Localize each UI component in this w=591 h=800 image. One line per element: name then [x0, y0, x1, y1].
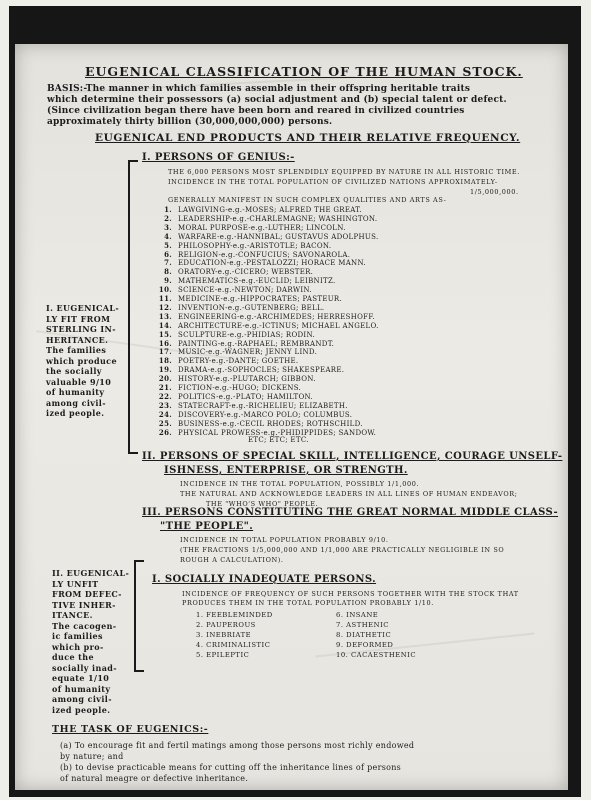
- genius-item-text: LEADERSHIP-e.g.-CHARLEMAGNE; WASHINGTON.: [178, 214, 378, 223]
- genius-item-number: 24.: [158, 409, 172, 419]
- genius-list-item: [158, 428, 376, 437]
- genius-desc: INCIDENCE IN THE TOTAL POPULATION OF CIVILIZED NATIONS APPROXIMATELY-: [168, 178, 498, 186]
- side-label-line: II. EUGENICAL-: [52, 568, 130, 578]
- genius-list-item: [158, 419, 363, 428]
- side-label-line: TIVE INHER-: [52, 599, 116, 610]
- side-label-line: among civil-: [46, 397, 106, 408]
- skill-desc: THE "WHO'S WHO" PEOPLE.: [206, 500, 319, 508]
- inadequate-item: 3. INEBRIATE: [196, 631, 252, 639]
- genius-item-text: PAINTING-e.g.-RAPHAEL; REMBRANDT.: [178, 339, 335, 348]
- genius-list-item: [158, 258, 366, 267]
- inadequate-item: 10. CACAESTHENIC: [336, 651, 417, 659]
- genius-item-number: 2.: [164, 213, 172, 223]
- genius-item-number: 4.: [164, 231, 172, 241]
- inadequate-desc: PRODUCES THEM IN THE TOTAL POPULATION PROBABLY 1/10.: [182, 599, 434, 607]
- basis-line: BASIS:-The manner in which families assemble in their offspring heritable traits: [47, 84, 471, 94]
- inadequate-item: 8. DIATHETIC: [336, 631, 392, 639]
- genius-item-text: INVENTION-e.g.-GUTENBERG; BELL.: [178, 303, 325, 312]
- basis-line: which determine their possessors (a) social adjustment and (b) special talent or defect.: [47, 95, 507, 105]
- genius-item-number: 5.: [164, 240, 172, 250]
- side-label-line: of humanity: [52, 683, 111, 694]
- genius-item-number: 15.: [158, 329, 172, 339]
- side-label-line: LY UNFIT: [52, 578, 99, 589]
- genius-list-item: [158, 205, 362, 214]
- genius-item-number: 10.: [158, 285, 172, 295]
- genius-item-text: MEDICINE-e.g.-HIPPOCRATES; PASTEUR.: [178, 295, 343, 303]
- basis-line: approximately thirty billion (30,000,000,000) persons.: [47, 117, 333, 127]
- genius-item-text: LAWGIVING-e.g.-MOSES; ALFRED THE GREAT.: [178, 206, 362, 214]
- genius-item-text: ETC; ETC; ETC.: [248, 436, 309, 445]
- genius-item-number: 14.: [158, 320, 172, 330]
- genius-item-text: MORAL PURPOSE-e.g.-LUTHER; LINCOLN.: [178, 223, 346, 232]
- task-line: (b) to devise practicable means for cutting off the inheritance lines of persons: [60, 763, 402, 772]
- genius-list-item: [158, 223, 346, 232]
- skill-heading: ISHNESS, ENTERPRISE, OR STRENGTH.: [164, 465, 408, 476]
- genius-item-text: DRAMA-e.g.-SOPHOCLES; SHAKESPEARE.: [178, 366, 345, 375]
- genius-item-text: ENGINEERING-e.g.-ARCHIMEDES; HERRESHOFF.: [178, 312, 375, 321]
- genius-list-item: [158, 401, 348, 410]
- genius-list-item: [158, 232, 379, 241]
- side-label-line: FROM DEFEC-: [52, 589, 122, 599]
- genius-item-number: 26.: [158, 427, 172, 437]
- inadequate-item: 5. EPILEPTIC: [196, 651, 250, 659]
- genius-item-text: ORATORY-e.g.-CICERO; WEBSTER.: [178, 268, 314, 277]
- genius-item-text: SCULPTURE-e.g.-PHIDIAS; RODIN.: [178, 330, 315, 339]
- side-label-line: STERLING IN-: [46, 324, 116, 334]
- genius-list-item: [158, 339, 334, 348]
- inadequate-item: 7. ASTHENIC: [336, 621, 389, 629]
- genius-item-text: MATHEMATICS-e.g.-EUCLID; LEIBNITZ.: [178, 277, 336, 286]
- genius-item-number: 7.: [164, 258, 172, 268]
- side-label-line: duce the: [52, 652, 94, 662]
- genius-list-item: [158, 392, 313, 401]
- genius-item-text: SCIENCE-e.g.-NEWTON; DARWIN.: [178, 286, 312, 295]
- genius-list-item: [158, 285, 312, 294]
- inadequate-item: 1. FEEBLEMINDED: [196, 611, 273, 619]
- end-products-heading: EUGENICAL END PRODUCTS AND THEIR RELATIVE FREQUENCY.: [95, 132, 521, 144]
- genius-item-text: DISCOVERY-e.g.-MARCO POLO; COLUMBUS.: [178, 410, 353, 419]
- genius-list-item: [158, 312, 375, 321]
- side-label-line: ized people.: [52, 704, 111, 715]
- genius-list-item: [158, 250, 350, 259]
- side-label-line: socially inad-: [52, 662, 117, 673]
- genius-item-number: 20.: [158, 374, 172, 384]
- inadequate-item: 6. INSANE: [336, 611, 379, 619]
- genius-desc: 1/5,000,000.: [470, 188, 519, 196]
- genius-item-number: 16.: [158, 338, 172, 348]
- genius-item-number: 12.: [158, 302, 172, 312]
- genius-list-item: [158, 294, 342, 303]
- side-label-line: the socially: [46, 366, 102, 376]
- genius-item-text: WARFARE-e.g.-HANNIBAL; GUSTAVUS ADOLPHUS.: [178, 232, 379, 241]
- task-line: by nature; and: [60, 752, 124, 761]
- genius-item-number: 25.: [158, 418, 172, 428]
- side-label-line: which produce: [46, 355, 117, 366]
- genius-list-item: [158, 365, 344, 374]
- brace-unfit: [134, 560, 144, 672]
- inadequate-heading: I. SOCIALLY INADEQUATE PERSONS.: [152, 574, 377, 585]
- genius-list-item: [158, 410, 352, 419]
- side-label-line: HERITANCE.: [46, 334, 109, 345]
- genius-list-item: [158, 374, 316, 383]
- genius-item-number: 8.: [164, 267, 172, 277]
- side-label-line: LY FIT FROM: [46, 313, 111, 324]
- genius-item-number: 9.: [164, 276, 172, 286]
- genius-list-item: [248, 436, 309, 444]
- side-label-line: The cacogen-: [52, 620, 117, 631]
- side-label-line: valuable 9/10: [46, 376, 112, 387]
- genius-item-number: 6.: [164, 249, 172, 259]
- inadequate-item: 4. CRIMINALISTIC: [196, 641, 271, 649]
- unfit-label: [52, 568, 129, 715]
- side-label-line: ITANCE.: [52, 610, 93, 620]
- genius-item-text: RELIGION-e.g.-CONFUCIUS; SAVONAROLA.: [178, 250, 351, 259]
- genius-item-number: 21.: [158, 383, 172, 392]
- genius-item-text: ARCHITECTURE-e.g.-ICTINUS; MICHAEL ANGELO.: [178, 321, 379, 330]
- side-label-line: of humanity: [46, 387, 105, 397]
- main-title: EUGENICAL CLASSIFICATION OF THE HUMAN STOCK.: [85, 64, 523, 79]
- side-label-line: equate 1/10: [52, 673, 110, 683]
- genius-list-item: [158, 356, 298, 365]
- inadequate-desc: INCIDENCE OF FREQUENCY OF SUCH PERSONS TOGETHER WITH THE STOCK THAT: [182, 590, 519, 598]
- side-label-line: which pro-: [52, 641, 104, 652]
- genius-item-text: BUSINESS-e.g.-CECIL RHODES; ROTHSCHILD.: [178, 419, 363, 428]
- task-heading: THE TASK OF EUGENICS:-: [52, 724, 209, 735]
- middle-class-desc: INCIDENCE IN TOTAL POPULATION PROBABLY 9/10.: [180, 536, 389, 544]
- genius-item-number: 3.: [164, 222, 172, 232]
- genius-item-number: 18.: [158, 356, 172, 366]
- genius-list-item: [158, 347, 317, 356]
- skill-desc: INCIDENCE IN THE TOTAL POPULATION, POSSIBLY 1/1,000.: [180, 480, 420, 488]
- brace-fit: [128, 160, 138, 454]
- genius-item-text: PHILOSOPHY-e.g.-ARISTOTLE; BACON.: [178, 241, 332, 250]
- genius-desc: THE 6,000 PERSONS MOST SPLENDIDLY EQUIPPED BY NATURE IN ALL HISTORIC TIME.: [168, 168, 520, 176]
- skill-desc: THE NATURAL AND ACKNOWLEDGE LEADERS IN ALL LINES OF HUMAN ENDEAVOR;: [180, 490, 518, 498]
- middle-class-heading: III. PERSONS CONSTITUTING THE GREAT NORMAL MIDDLE CLASS-: [142, 507, 559, 518]
- basis-line: (Since civilization began there have been born and reared in civilized countries: [47, 106, 465, 116]
- genius-item-text: HISTORY-e.g.-PLUTARCH; GIBBON.: [178, 375, 316, 384]
- genius-list-item: [158, 383, 301, 392]
- genius-list-item: [158, 321, 379, 330]
- genius-item-number: 19.: [158, 365, 172, 375]
- side-label-line: I. EUGENICAL-: [46, 303, 120, 313]
- genius-item-number: 13.: [158, 311, 172, 321]
- genius-heading: I. PERSONS OF GENIUS:-: [142, 152, 295, 163]
- genius-list-item: [158, 303, 324, 312]
- side-label-line: ic families: [52, 631, 103, 641]
- inadequate-item: 2. PAUPEROUS: [196, 621, 256, 629]
- genius-list-item: [158, 276, 336, 285]
- task-line: (a) To encourage fit and fertil matings among those persons most richly endowed: [60, 741, 415, 750]
- genius-item-number: 22.: [158, 391, 172, 401]
- side-label-line: The families: [46, 345, 107, 355]
- genius-item-text: STATECRAFT-e.g.-RICHELIEU; ELIZABETH.: [178, 401, 348, 410]
- genius-list-item: [158, 267, 313, 276]
- fit-label: [46, 303, 119, 419]
- side-label-line: ized people.: [46, 408, 105, 418]
- genius-item-number: 23.: [158, 400, 172, 410]
- genius-list-item: [158, 214, 377, 223]
- genius-item-number: 11.: [158, 294, 172, 303]
- genius-item-text: EDUCATION-e.g.-PESTALOZZI; HORACE MANN.: [178, 259, 366, 268]
- genius-manifest: GENERALLY MANIFEST IN SUCH COMPLEX QUALITIES AND ARTS AS-: [168, 196, 447, 204]
- genius-item-number: 1.: [164, 205, 172, 214]
- genius-item-text: PHYSICAL PROWESS-e.g.-PHIDIPPIDES; SANDOW.: [178, 428, 377, 437]
- inadequate-item: 9. DEFORMED: [336, 641, 394, 649]
- middle-class-desc: ROUGH A CALCULATION).: [180, 556, 284, 564]
- genius-item-text: FICTION-e.g.-HUGO; DICKENS.: [178, 384, 302, 392]
- task-line: of natural meagre or defective inheritance.: [60, 774, 249, 783]
- genius-list-item: [158, 241, 331, 250]
- middle-class-desc: (THE FRACTIONS 1/5,000,000 AND 1/1,000 ARE PRACTICALLY NEGLIGIBLE IN SO: [180, 546, 505, 554]
- genius-item-text: POLITICS-e.g.-PLATO; HAMILTON.: [178, 392, 314, 401]
- genius-item-text: POETRY-e.g.-DANTE; GOETHE.: [178, 357, 299, 366]
- skill-heading: II. PERSONS OF SPECIAL SKILL, INTELLIGENCE, COURAGE UNSELF-: [142, 451, 563, 462]
- genius-list-item: [158, 330, 315, 339]
- middle-class-heading: "THE PEOPLE".: [160, 521, 254, 532]
- genius-item-text: MUSIC-e.g.-WAGNER; JENNY LIND.: [178, 348, 318, 357]
- genius-item-number: 17.: [158, 347, 172, 357]
- side-label-line: among civil-: [52, 694, 112, 704]
